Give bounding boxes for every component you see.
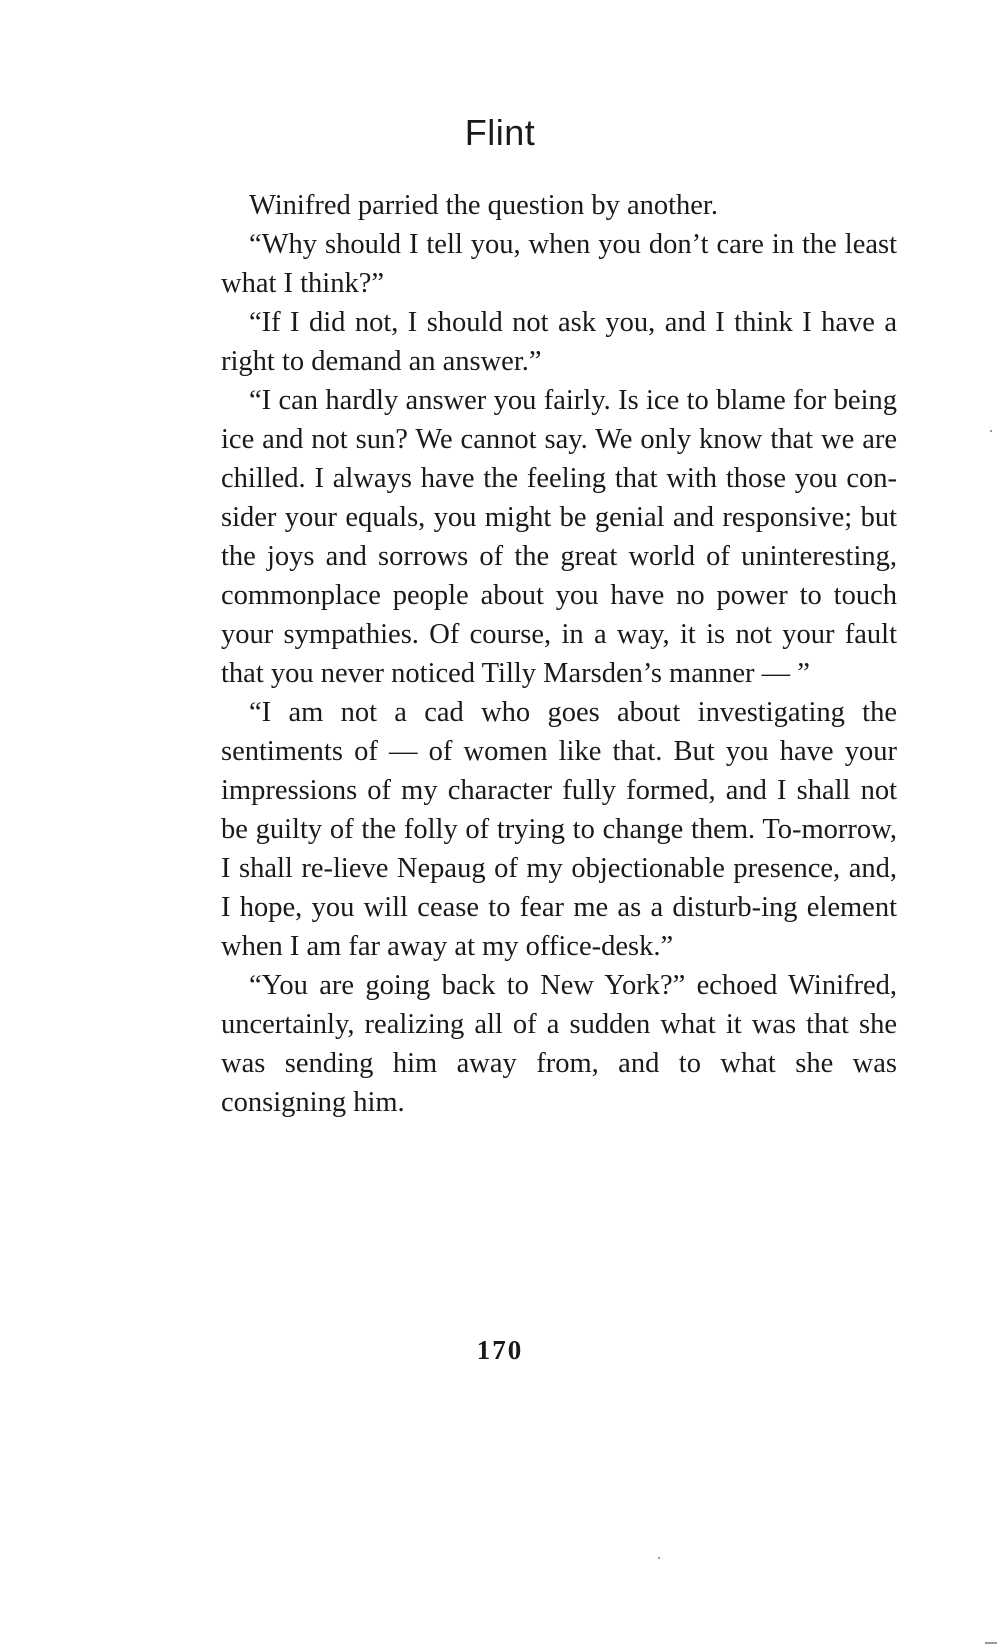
paragraph: “You are going back to New York?” echoed Winifred, uncertainly, realizing all of a sudden what it was that she was sending him away from, and to what she was consigning him.: [221, 970, 897, 1118]
scan-speck: [990, 430, 992, 432]
paragraph: “If I did not, I should not ask you, and I think I have a right to demand an answer.”: [221, 307, 897, 377]
running-head: Flint: [464, 112, 536, 153]
paragraph: “Why should I tell you, when you don’t care in the least what I think?”: [221, 229, 897, 299]
paragraph: “I am not a cad who goes about investigating the sentiments of — of women like that. But you have your impressions of my character fully formed, and I shall not be guilty of the folly of trying to change them. To-morrow, I shall re-lieve Nepaug of my objectionable presence, and, I hope, you will cease to fear me as a disturb-ing element when I am far away at my office-desk.”: [221, 697, 897, 962]
scan-speck: [658, 1557, 660, 1559]
body-text: [221, 186, 897, 1122]
paragraph: “I can hardly answer you fairly. Is ice to blame for being ice and not sun? We cannot say. We only know that we are chilled. I always have the feeling that with those you con-sider your equals, you might be genial and responsive; but the joys and sorrows of the great world of uninteresting, commonplace people about you have no power to touch your sympathies. Of course, in a way, it is not your fault that you never noticed Tilly Marsden’s manner — ”: [221, 385, 897, 689]
paragraph: Winifred parried the question by another.: [249, 190, 718, 221]
page-number: 170: [476, 1335, 524, 1365]
scan-speck: [985, 1642, 997, 1644]
